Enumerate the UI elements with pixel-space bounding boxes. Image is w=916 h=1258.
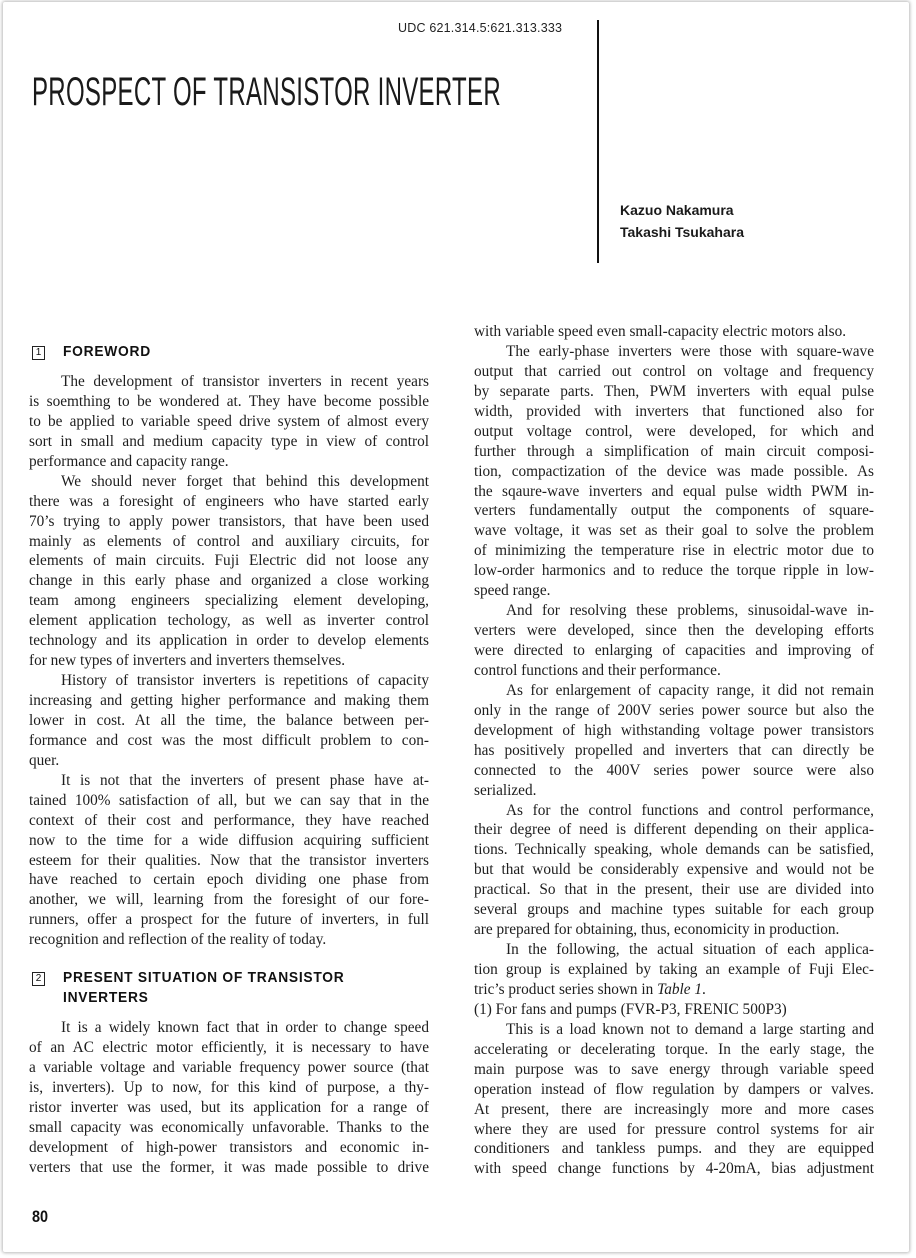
section-number-box: 1 [32,346,45,360]
text-line: verters were developed, since then the developing efforts [474,622,874,640]
text-line: elements of main circuits. Fuji Electric did not loose any [29,552,429,570]
section-title: FOREWORD [63,343,151,360]
text-line: practical. So that in the present, their use are divided into [474,881,874,899]
text-line: with variable speed even small-capacity electric motors also. [474,323,847,340]
left-column-body [29,372,429,950]
article-title: PROSPECT OF TRANSISTOR INVERTER [32,70,501,114]
text-line: It is a widely known fact that in order to change speed [61,1019,429,1036]
text-line: where they are used for pressure control systems for air [474,1120,874,1138]
text-line: increasing and getting higher performance and making them [29,692,429,709]
text-line: speed range. [474,582,551,600]
text-line: verters fundamentally output the components of square- [474,502,874,520]
text-line: further through a simplification of main circuit composi- [474,442,874,460]
text-line: another, we will, learning from the foresight of our fore- [29,891,429,909]
text-line: At present, there are increasingly more and more cases [474,1100,874,1118]
table-reference: Table 1 [657,980,703,998]
paragraph [474,1000,874,1020]
paragraph [29,771,429,950]
text-line: accelerating or decelerating torque. In the early stage, the [474,1040,874,1058]
text-line: with speed change functions by 4-20mA, bias adjustment [474,1160,874,1178]
right-column-body [474,322,874,1179]
text-line: technology and its application in order to develop elements [29,632,429,650]
paragraph [474,1020,874,1180]
text-line: context of their cost and performance, they have reached [29,811,429,829]
section-title: PRESENT SITUATION OF TRANSISTOR [63,969,345,986]
text-line: mainly as elements of control and auxiliary circuits, for [29,532,429,550]
text-line: It is not that the inverters of present phase have at- [61,771,429,789]
text-line [474,980,874,1000]
paragraph [29,1018,429,1178]
text-line: is, inverters). Up to now, for this kind of purpose, a thy- [29,1078,429,1096]
text-line: conditioners and tankless pumps. and they are equipped [474,1140,874,1158]
text-line: tion, compactization of the device was made possible. As [474,462,874,480]
text-line: team among engineers specializing element developing, [29,592,429,610]
text-line: History of transistor inverters is repetitions of capacity [61,672,429,690]
text-line: operation instead of flow regulation by dampers or valves. [474,1080,874,1098]
text-line: the sqaure-wave inverters and equal pulse width PWM in- [474,482,874,500]
text-line: The early-phase inverters were those with square-wave [506,342,874,360]
text-line: now to the time for a wide diffusion acquiring sufficient [29,831,429,849]
text-line: are prepared for obtaining, thus, economicity in production. [474,921,840,939]
text-line: tions. Technically speaking, whole demands can be satisfied, [474,841,874,859]
text-line: tion group is explained by taking an example of Fuji Elec- [474,961,874,978]
text-line: but that would be considerably expensive and would not be [474,861,874,879]
section-title: INVERTERS [63,989,149,1006]
page-number: 80 [32,1207,49,1226]
text-line: This is a load known not to demand a large starting and [506,1020,874,1038]
text-line: In the following, the actual situation of each applica- [506,941,874,959]
text-line: And for resolving these problems, sinusoidal-wave in- [506,602,874,620]
text-line: change in this early phase and organized a close working [29,572,429,590]
header-divider [597,20,599,263]
paragraph [474,801,874,941]
paragraph [29,372,429,472]
text-line: output that carried out control on voltage and frequency [474,362,874,380]
text-line: development of high withstanding voltage power transistors [474,721,874,739]
text-line: wave voltage, it was set as their goal to solve the problem [474,522,874,540]
text-line: (1) For fans and pumps (FVR-P3, FRENIC 500P3) [474,1000,787,1018]
udc-classification: UDC 621.314.5:621.313.333 [398,21,563,35]
text-line: As for enlargement of capacity range, it did not remain [506,681,874,699]
text-line: formance and cost was the most difficult problem to con- [29,731,429,749]
text-line: only in the range of 200V series power source but also the [474,701,874,719]
text-line: were directed to enlarging of capacities and improving of [474,642,874,659]
text-line: by separate parts. Then, PWM inverters with equal pulse [474,382,874,400]
text-line: We should never forget that behind this development [61,472,429,490]
text-line: several groups and machine types suitable for each group [474,901,874,919]
text-segment: . [702,980,706,998]
paragraph [474,322,874,342]
section-heading-foreword [32,342,159,362]
text-line: is soemthing to be wondered at. They have become possible [29,392,429,410]
author-name: Takashi Tsukahara [620,224,744,240]
text-line: connected to the 400V series power source were also [474,761,874,779]
text-line: quer. [29,751,60,769]
text-line: The development of transistor inverters in recent years [61,373,429,390]
text-line: tained 100% satisfaction of all, but we can say that in the [29,791,429,809]
text-line: has positively propelled and inverters that can directly be [474,741,874,759]
paragraph [474,342,874,601]
text-line: runners, offer a prospect for the future of inverters, in full [29,911,429,929]
text-line: control functions and their performance. [474,661,721,679]
text-line: their degree of need is different depending on their applica- [474,821,874,839]
text-segment: tric’s product series shown in [474,980,658,998]
paragraph [29,671,429,771]
text-line: development of high-power transistors and economic in- [29,1138,429,1156]
text-line: lower in cost. At all the time, the balance between per- [29,711,429,729]
section-heading-present-situation [32,968,369,1008]
text-line: main purpose was to save energy through variable speed [474,1060,874,1078]
text-line: 70’s trying to apply power transistors, that have been used [29,512,429,530]
text-line: verters that use the former, it was made possible to drive [29,1158,429,1176]
author-name: Kazuo Nakamura [620,202,734,218]
left-column-body-continued [29,1018,429,1178]
text-line: of an AC electric motor efficiently, it is necessary to have [29,1038,429,1056]
paragraph [474,681,874,801]
paragraph [474,940,874,1000]
text-line: to be applied to variable speed drive system of almost every [29,412,429,430]
text-line: ristor inverter was used, but its application for a range of [29,1098,429,1116]
text-line: there was a foresight of engineers who have started early [29,492,429,510]
text-line: for new types of inverters and inverters themselves. [29,652,346,670]
paragraph [474,601,874,681]
text-line: a variable voltage and variable frequency power source (that [29,1058,429,1076]
text-line: performance and capacity range. [29,452,229,470]
text-line: serialized. [474,781,537,799]
text-line: width, provided with inverters that functioned also for [474,402,874,420]
text-line: output voltage control, were developed, for which and [474,422,874,440]
text-line: sort in small and medium capacity type in view of control [29,432,429,450]
section-number-box: 2 [32,972,45,986]
text-line: low-order harmonics and to reduce the torque ripple in low- [474,562,874,580]
text-line: esteem for their qualities. Now that the transistor inverters [29,851,429,869]
text-line: small capacity was economically unfavorable. Thanks to the [29,1118,429,1136]
text-line: element application techology, as well as inverter control [29,612,429,630]
text-line: have reached to certain epoch dividing one phase from [29,871,429,889]
text-line: of minimizing the temperature rise in electric motor due to [474,542,874,560]
text-line: recognition and reflection of the reality of today. [29,931,327,949]
document-page [3,2,909,1252]
text-line: As for the control functions and control performance, [506,801,874,819]
paragraph [29,472,429,671]
